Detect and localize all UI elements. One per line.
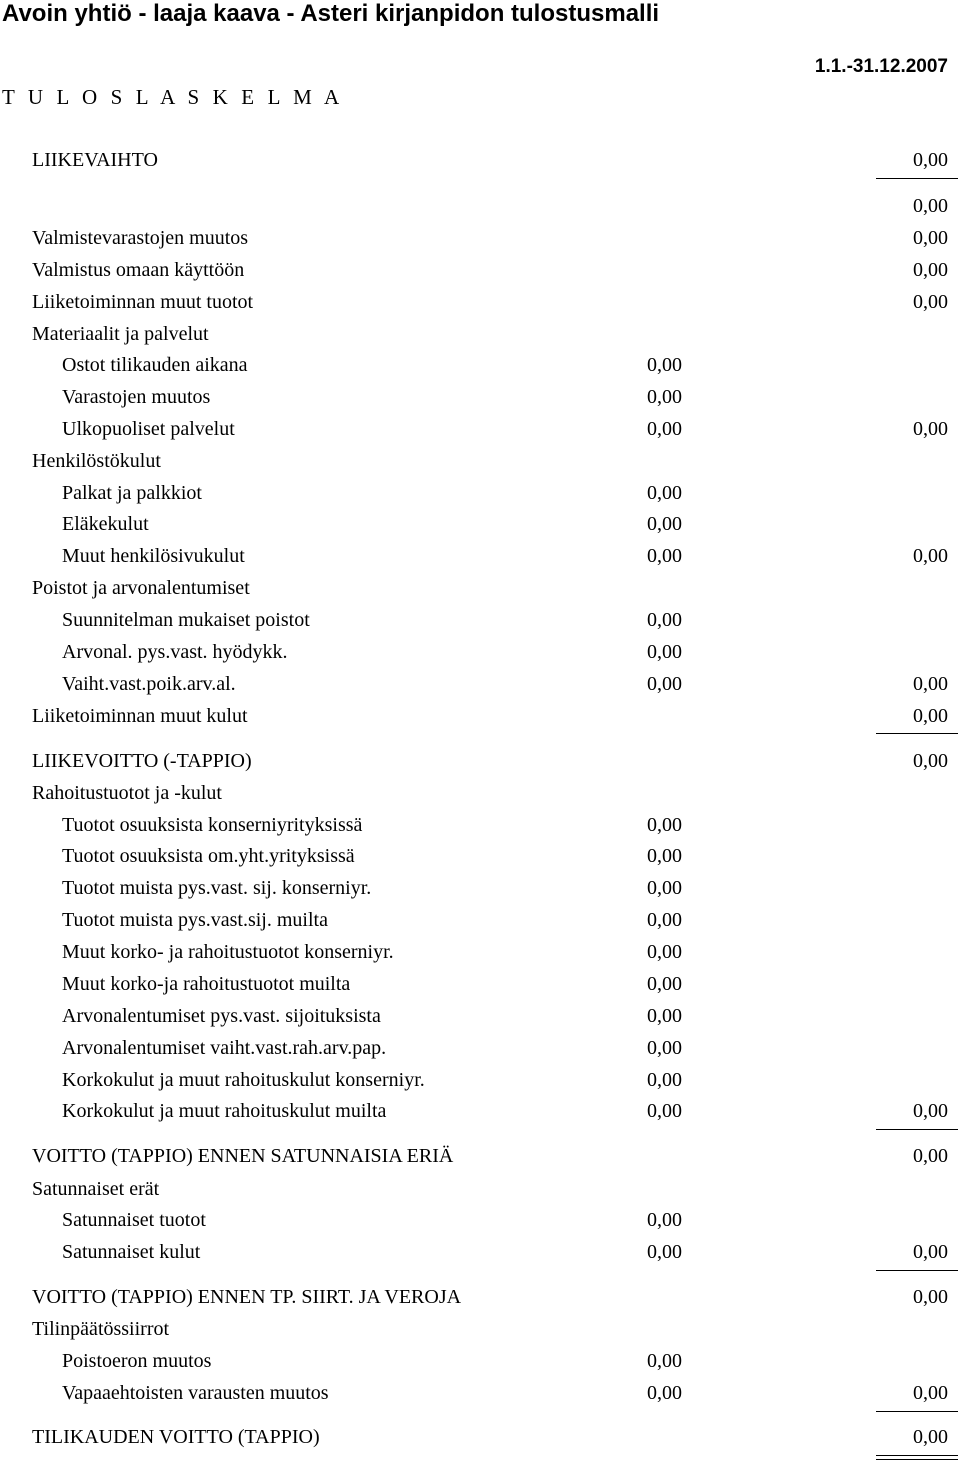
row-label: LIIKEVOITTO (-TAPPIO)	[32, 750, 252, 772]
row-total-amount: 0,00	[913, 418, 948, 440]
row-subitem-amount: 0,00	[647, 1350, 682, 1372]
statement-row	[0, 351, 960, 379]
row-subitem-amount: 0,00	[647, 513, 682, 535]
statement-row	[0, 1175, 960, 1203]
statement-row	[0, 288, 960, 316]
row-subitem-amount: 0,00	[647, 1005, 682, 1027]
row-label: Ulkopuoliset palvelut	[62, 418, 235, 440]
statement-row	[0, 146, 960, 174]
row-total-amount: 0,00	[913, 1145, 948, 1167]
row-label: Liiketoiminnan muut kulut	[32, 705, 248, 727]
statement-row	[0, 747, 960, 775]
statement-row	[0, 542, 960, 570]
row-subitem-amount: 0,00	[647, 545, 682, 567]
row-label: LIIKEVAIHTO	[32, 149, 158, 171]
row-label: Materiaalit ja palvelut	[32, 323, 209, 345]
row-subitem-amount: 0,00	[647, 1209, 682, 1231]
row-label: Muut henkilösivukulut	[62, 545, 245, 567]
row-label: Poistot ja arvonalentumiset	[32, 577, 250, 599]
row-subitem-amount: 0,00	[647, 973, 682, 995]
row-label: Arvonal. pys.vast. hyödykk.	[62, 641, 288, 663]
row-subitem-amount: 0,00	[647, 1382, 682, 1404]
statement-row	[0, 1142, 960, 1170]
statement-row	[0, 906, 960, 934]
statement-row	[0, 1206, 960, 1234]
row-subitem-amount: 0,00	[647, 673, 682, 695]
row-label: Poistoeron muutos	[62, 1350, 212, 1372]
statement-row	[0, 842, 960, 870]
statement-row	[0, 606, 960, 634]
row-subitem-amount: 0,00	[647, 641, 682, 663]
statement-row	[0, 1315, 960, 1343]
row-subitem-amount: 0,00	[647, 418, 682, 440]
subtotal-rule	[876, 1411, 958, 1412]
row-subitem-amount: 0,00	[647, 909, 682, 931]
row-subitem-amount: 0,00	[647, 609, 682, 631]
row-label: Muut korko- ja rahoitustuotot konserniyr.	[62, 941, 394, 963]
row-label: Satunnaiset erät	[32, 1178, 160, 1200]
row-label: TILIKAUDEN VOITTO (TAPPIO)	[32, 1426, 320, 1448]
row-label: Korkokulut ja muut rahoituskulut muilta	[62, 1100, 387, 1122]
statement-row	[0, 1034, 960, 1062]
row-label: Eläkekulut	[62, 513, 149, 535]
row-total-amount: 0,00	[913, 149, 948, 171]
statement-row	[0, 938, 960, 966]
statement-row	[0, 479, 960, 507]
subtotal-rule	[876, 178, 958, 179]
row-label: Valmistus omaan käyttöön	[32, 259, 245, 281]
row-subitem-amount: 0,00	[647, 814, 682, 836]
row-label: Arvonalentumiset pys.vast. sijoituksista	[62, 1005, 381, 1027]
row-total-amount: 0,00	[913, 291, 948, 313]
row-subitem-amount: 0,00	[647, 845, 682, 867]
statement-row	[0, 1379, 960, 1407]
row-subitem-amount: 0,00	[647, 1069, 682, 1091]
statement-row	[0, 1002, 960, 1030]
row-total-amount: 0,00	[913, 1100, 948, 1122]
statement-row	[0, 1097, 960, 1125]
row-label: Tuotot osuuksista om.yht.yrityksissä	[62, 845, 355, 867]
row-total-amount: 0,00	[913, 1382, 948, 1404]
statement-heading: T U L O S L A S K E L M A	[2, 85, 344, 109]
row-total-amount: 0,00	[913, 259, 948, 281]
statement-row	[0, 447, 960, 475]
row-label: Korkokulut ja muut rahoituskulut konserniyr.	[62, 1069, 425, 1091]
statement-row	[0, 1283, 960, 1311]
row-subitem-amount: 0,00	[647, 1241, 682, 1263]
statement-row	[0, 970, 960, 998]
statement-row	[0, 383, 960, 411]
row-label: VOITTO (TAPPIO) ENNEN SATUNNAISIA ERIÄ	[32, 1145, 454, 1167]
report-title: Avoin yhtiö - laaja kaava - Asteri kirjanpidon tulostusmalli	[2, 0, 660, 27]
statement-row	[0, 574, 960, 602]
row-label: Henkilöstökulut	[32, 450, 161, 472]
row-label: Vapaaehtoisten varausten muutos	[62, 1382, 329, 1404]
report-period: 1.1.-31.12.2007	[814, 56, 948, 77]
row-label: Liiketoiminnan muut tuotot	[32, 291, 254, 313]
subtotal-rule	[876, 1270, 958, 1271]
row-label: Tuotot osuuksista konserniyrityksissä	[62, 814, 363, 836]
statement-row	[0, 1238, 960, 1266]
statement-row	[0, 415, 960, 443]
statement-row	[0, 256, 960, 284]
row-total-amount: 0,00	[913, 1286, 948, 1308]
row-label: Suunnitelman mukaiset poistot	[62, 609, 310, 631]
row-total-amount: 0,00	[913, 705, 948, 727]
row-label: VOITTO (TAPPIO) ENNEN TP. SIIRT. JA VEROJA	[32, 1286, 462, 1308]
row-label: Muut korko-ja rahoitustuotot muilta	[62, 973, 351, 995]
row-label: Vaiht.vast.poik.arv.al.	[62, 673, 236, 695]
statement-row	[0, 1066, 960, 1094]
statement-row	[0, 779, 960, 807]
statement-row	[0, 224, 960, 252]
row-label: Satunnaiset kulut	[62, 1241, 201, 1263]
row-total-amount: 0,00	[913, 195, 948, 217]
statement-row	[0, 638, 960, 666]
subtotal-rule	[876, 733, 958, 734]
statement-row	[0, 1347, 960, 1375]
row-subitem-amount: 0,00	[647, 941, 682, 963]
row-label: Tilinpäätössiirrot	[32, 1318, 170, 1340]
final-total-double-rule	[876, 1455, 958, 1460]
statement-row	[0, 702, 960, 730]
row-label: Rahoitustuotot ja -kulut	[32, 782, 222, 804]
row-total-amount: 0,00	[913, 1241, 948, 1263]
statement-row	[0, 192, 960, 220]
row-subitem-amount: 0,00	[647, 1037, 682, 1059]
row-label: Varastojen muutos	[62, 386, 211, 408]
statement-row	[0, 320, 960, 348]
row-label: Satunnaiset tuotot	[62, 1209, 206, 1231]
row-subitem-amount: 0,00	[647, 354, 682, 376]
row-label: Tuotot muista pys.vast. sij. konserniyr.	[62, 877, 372, 899]
row-total-amount: 0,00	[913, 227, 948, 249]
row-subitem-amount: 0,00	[647, 482, 682, 504]
row-total-amount: 0,00	[913, 1426, 948, 1448]
row-label: Tuotot muista pys.vast.sij. muilta	[62, 909, 328, 931]
row-label: Valmistevarastojen muutos	[32, 227, 249, 249]
row-label: Ostot tilikauden aikana	[62, 354, 248, 376]
row-subitem-amount: 0,00	[647, 1100, 682, 1122]
row-total-amount: 0,00	[913, 750, 948, 772]
statement-row	[0, 670, 960, 698]
statement-row	[0, 510, 960, 538]
row-label: Arvonalentumiset vaiht.vast.rah.arv.pap.	[62, 1037, 387, 1059]
row-subitem-amount: 0,00	[647, 877, 682, 899]
statement-row	[0, 811, 960, 839]
statement-row	[0, 1423, 960, 1451]
statement-row	[0, 874, 960, 902]
row-total-amount: 0,00	[913, 673, 948, 695]
row-total-amount: 0,00	[913, 545, 948, 567]
row-label: Palkat ja palkkiot	[62, 482, 202, 504]
subtotal-rule	[876, 1129, 958, 1130]
row-subitem-amount: 0,00	[647, 386, 682, 408]
